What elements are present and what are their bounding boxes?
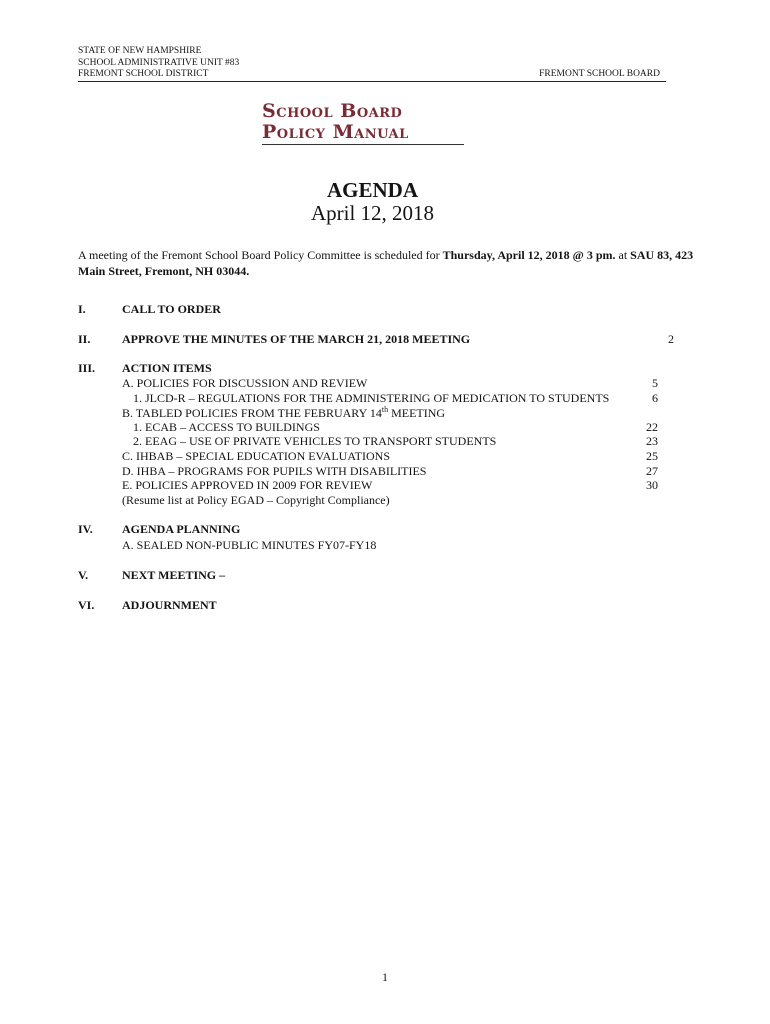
logo-line-1: School Board bbox=[262, 100, 403, 122]
header-district: FREMONT SCHOOL DISTRICT bbox=[78, 69, 209, 79]
item-b-text: B. TABLED POLICIES FROM THE FEBRUARY 14 bbox=[122, 406, 382, 420]
item-a1-jlcd-r: 1. JLCD-R – REGULATIONS FOR THE ADMINISTERING OF MEDICATION TO STUDENTS bbox=[133, 391, 610, 405]
item-e-note: (Resume list at Policy EGAD – Copyright Compliance) bbox=[122, 493, 390, 507]
intro-prefix: A meeting of the Fremont School Board Policy Committee is scheduled for bbox=[78, 248, 443, 262]
section-number: VI. bbox=[78, 598, 95, 612]
logo-underline bbox=[262, 144, 464, 145]
section-number: II. bbox=[78, 332, 91, 346]
logo-line-2: Policy Manual bbox=[262, 121, 409, 143]
page-ref: 22 bbox=[646, 420, 658, 434]
item-b2-eeag: 2. EEAG – USE OF PRIVATE VEHICLES TO TRANSPORT STUDENTS bbox=[133, 434, 497, 448]
page-number: 1 bbox=[382, 970, 388, 984]
header-divider bbox=[78, 81, 666, 82]
intro-where: SAU 83, 423 Main Street, Fremont, NH 03044. bbox=[78, 248, 694, 278]
agenda-date: April 12, 2018 bbox=[310, 201, 435, 225]
item-d-ihba: D. IHBA – PROGRAMS FOR PUPILS WITH DISABILITIES bbox=[122, 464, 427, 478]
section-number: I. bbox=[78, 302, 86, 316]
item-b-sup: th bbox=[381, 405, 389, 414]
page-ref: 30 bbox=[646, 478, 658, 492]
section-number: V. bbox=[78, 568, 89, 582]
meeting-intro bbox=[78, 247, 698, 279]
item-e-policies-2009: E. POLICIES APPROVED IN 2009 FOR REVIEW bbox=[122, 478, 373, 492]
section-title: ACTION ITEMS bbox=[122, 361, 212, 375]
section-number: IV. bbox=[78, 522, 93, 536]
page-ref: 5 bbox=[652, 376, 658, 390]
item-a-policies-discussion: A. POLICIES FOR DISCUSSION AND REVIEW bbox=[122, 376, 368, 390]
section-title: APPROVE THE MINUTES OF THE MARCH 21, 2018 MEETING bbox=[122, 332, 471, 346]
intro-mid: at bbox=[615, 248, 631, 262]
agenda-heading: AGENDA bbox=[326, 178, 418, 202]
section-title: AGENDA PLANNING bbox=[122, 522, 241, 536]
page-ref: 23 bbox=[646, 434, 658, 448]
section-number: III. bbox=[78, 361, 96, 375]
section-title: NEXT MEETING – bbox=[122, 568, 226, 582]
page-ref: 6 bbox=[652, 391, 658, 405]
item-b1-ecab: 1. ECAB – ACCESS TO BUILDINGS bbox=[133, 420, 320, 434]
section-title: ADJOURNMENT bbox=[122, 598, 217, 612]
header-state: STATE OF NEW HAMPSHIRE bbox=[78, 46, 202, 56]
district-header bbox=[78, 46, 239, 81]
page-ref: 27 bbox=[646, 464, 658, 478]
header-sau: SCHOOL ADMINISTRATIVE UNIT #83 bbox=[78, 57, 240, 68]
item-c-ihbab: C. IHBAB – SPECIAL EDUCATION EVALUATIONS bbox=[122, 449, 391, 463]
intro-when: Thursday, April 12, 2018 @ 3 pm. bbox=[442, 248, 616, 262]
page-ref: 25 bbox=[646, 449, 658, 463]
page-ref: 2 bbox=[668, 332, 674, 346]
section-title: CALL TO ORDER bbox=[122, 302, 221, 316]
item-b-tabled-policies bbox=[122, 405, 445, 421]
policy-manual-logo bbox=[262, 101, 462, 143]
item-sealed-minutes: A. SEALED NON-PUBLIC MINUTES FY07-FY18 bbox=[122, 538, 377, 552]
item-b-tail: MEETING bbox=[388, 406, 446, 420]
header-board: FREMONT SCHOOL BOARD bbox=[539, 69, 660, 79]
